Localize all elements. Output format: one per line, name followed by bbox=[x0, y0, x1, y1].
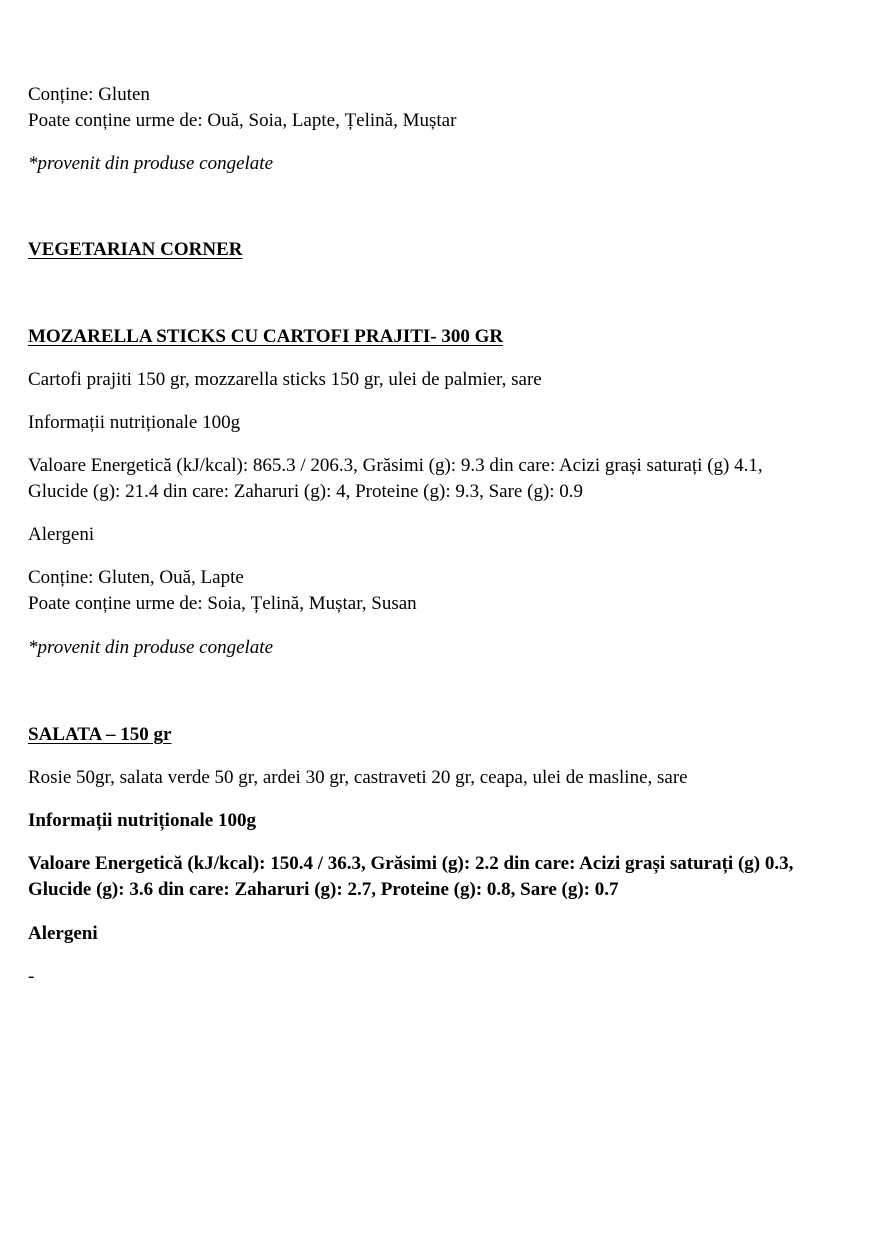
allergens-contains-mozarella: Conține: Gluten, Ouă, Lapte bbox=[28, 567, 244, 588]
item-ingredients-mozarella: Cartofi prajiti 150 gr, mozzarella sticks 150 gr, ulei de palmier, sare bbox=[28, 369, 542, 390]
item-title-salata: SALATA – 150 gr bbox=[28, 724, 172, 745]
intro-may-contain: Poate conține urme de: Ouă, Soia, Lapte, Țelină, Muștar bbox=[28, 110, 457, 131]
intro-frozen-note: *provenit din produse congelate bbox=[28, 153, 274, 174]
nutrition-heading-mozarella: Informații nutriționale 100g bbox=[28, 412, 241, 433]
nutrition-line2-mozarella: Glucide (g): 21.4 din care: Zaharuri (g): 4, Proteine (g): 9.3, Sare (g): 0.9 bbox=[28, 481, 584, 502]
allergens-heading-salata: Alergeni bbox=[28, 923, 98, 944]
nutrition-line1-mozarella: Valoare Energetică (kJ/kcal): 865.3 / 206.3, Grăsimi (g): 9.3 din care: Acizi grași saturați (g) 4.1, bbox=[28, 455, 763, 476]
nutrition-line2-salata: Glucide (g): 3.6 din care: Zaharuri (g): 2.7, Proteine (g): 0.8, Sare (g): 0.7 bbox=[28, 879, 619, 900]
allergens-value-salata: - bbox=[28, 966, 35, 987]
item-ingredients-salata: Rosie 50gr, salata verde 50 gr, ardei 30 gr, castraveti 20 gr, ceapa, ulei de masline, sare bbox=[28, 767, 688, 788]
intro-contains: Conține: Gluten bbox=[28, 84, 150, 105]
nutrition-heading-salata: Informații nutriționale 100g bbox=[28, 810, 256, 831]
item-title-mozarella: MOZARELLA STICKS CU CARTOFI PRAJITI- 300 GR bbox=[28, 326, 504, 347]
nutrition-line1-salata: Valoare Energetică (kJ/kcal): 150.4 / 36.3, Grăsimi (g): 2.2 din care: Acizi grași saturați (g) 0.3, bbox=[28, 853, 794, 874]
allergens-heading-mozarella: Alergeni bbox=[28, 524, 95, 545]
section-title: VEGETARIAN CORNER bbox=[28, 239, 243, 260]
allergens-may-contain-mozarella: Poate conține urme de: Soia, Țelină, Muștar, Susan bbox=[28, 593, 417, 614]
frozen-note-mozarella: *provenit din produse congelate bbox=[28, 637, 274, 658]
